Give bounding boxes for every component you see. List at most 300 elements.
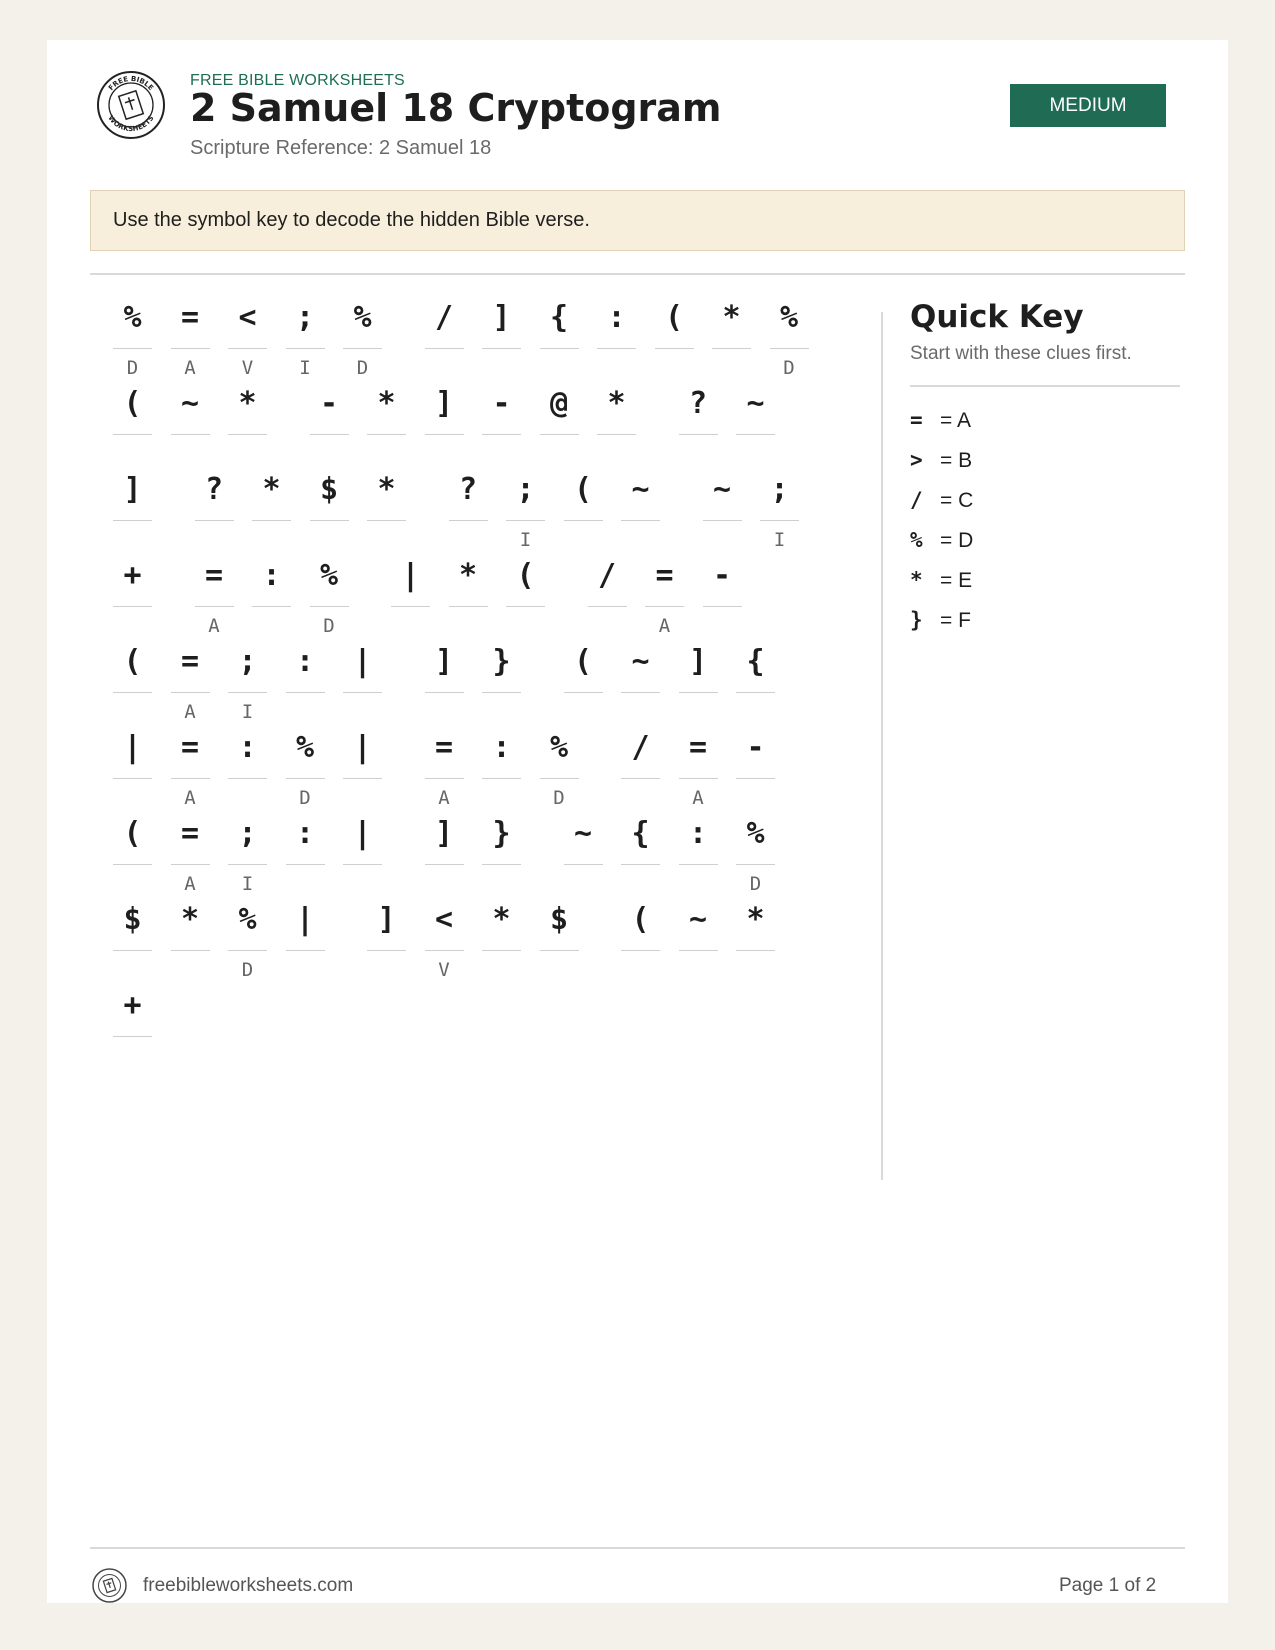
answer-line (736, 434, 775, 435)
cipher-symbol: ? (688, 386, 708, 421)
cipher-cell[interactable] (540, 900, 579, 981)
cipher-symbol: * (377, 472, 396, 507)
hint-letter (621, 787, 660, 809)
hint-letter (367, 959, 406, 981)
cipher-symbol: } (492, 816, 511, 851)
hint-letter: A (438, 787, 450, 809)
cipher-cell[interactable] (679, 728, 718, 809)
hint-letter (228, 787, 267, 809)
cipher-cell[interactable] (228, 814, 267, 895)
hint-letter (425, 443, 464, 465)
hint-letter (679, 443, 718, 465)
hint-letter (540, 959, 579, 981)
answer-line (171, 864, 210, 865)
cipher-cell[interactable] (228, 900, 267, 981)
cipher-cell[interactable] (286, 814, 325, 895)
cipher-symbol: | (295, 902, 315, 937)
cipher-symbol: ( (573, 472, 593, 507)
cipher-cell[interactable] (449, 556, 488, 637)
logo-text-top: FREE BIBLE (107, 74, 155, 93)
quick-key-title: Quick Key (910, 299, 1084, 335)
hint-letter (113, 1045, 152, 1067)
cipher-cell[interactable] (482, 384, 521, 465)
cipher-symbol: - (492, 386, 511, 421)
cipher-cell[interactable] (425, 900, 464, 981)
cipher-symbol: | (353, 644, 372, 679)
cipher-cell[interactable] (679, 900, 718, 981)
cipher-symbol: = (204, 558, 224, 593)
cipher-cell[interactable] (679, 642, 718, 723)
cryptogram-grid (47, 40, 887, 1200)
hint-letter (113, 701, 152, 723)
cipher-symbol: = (180, 816, 200, 851)
cipher-cell[interactable] (712, 298, 751, 379)
quick-key-value: = C (940, 489, 974, 512)
cipher-cell[interactable] (425, 814, 464, 895)
cipher-cell[interactable] (482, 642, 521, 723)
answer-line (343, 778, 382, 779)
cipher-cell[interactable] (588, 556, 627, 637)
cipher-symbol: * (238, 386, 257, 421)
hint-letter (449, 529, 488, 551)
quick-key-symbol: / (910, 488, 923, 512)
hint-letter (310, 529, 349, 551)
cipher-symbol: : (295, 644, 315, 679)
cipher-cell[interactable] (482, 728, 521, 809)
answer-line (113, 864, 152, 865)
cipher-cell[interactable] (252, 556, 291, 637)
cipher-cell[interactable] (171, 384, 210, 465)
cipher-cell[interactable] (195, 556, 234, 637)
cipher-cell[interactable] (736, 900, 775, 981)
answer-line (113, 434, 152, 435)
cipher-symbol: ( (573, 644, 593, 679)
footer-divider (90, 1547, 1185, 1549)
cipher-symbol: * (180, 902, 200, 937)
quick-key-item (910, 481, 973, 521)
hint-letter (564, 529, 603, 551)
answer-line (621, 692, 660, 693)
answer-line (597, 348, 636, 349)
hint-letter (482, 959, 521, 981)
hint-letter (736, 701, 775, 723)
cipher-symbol: ~ (573, 816, 593, 851)
hint-letter (113, 873, 152, 895)
cipher-symbol: ; (516, 472, 535, 507)
cipher-cell[interactable] (597, 298, 636, 379)
hint-letter (113, 443, 152, 465)
cipher-cell[interactable] (506, 470, 545, 551)
cipher-symbol: { (631, 816, 650, 851)
hint-letter (113, 959, 152, 981)
cipher-cell[interactable] (228, 642, 267, 723)
hint-letter (343, 787, 382, 809)
answer-line (736, 778, 775, 779)
hint-letter: A (184, 701, 196, 723)
answer-line (679, 864, 718, 865)
answer-line (367, 434, 406, 435)
cipher-cell[interactable] (736, 642, 775, 723)
cipher-cell[interactable] (425, 384, 464, 465)
hint-letter (564, 873, 603, 895)
cipher-cell[interactable] (343, 298, 382, 379)
cipher-cell[interactable] (736, 814, 775, 895)
cipher-symbol: < (238, 300, 257, 335)
answer-line (425, 348, 464, 349)
scripture-reference: Scripture Reference: 2 Samuel 18 (190, 137, 492, 159)
cipher-cell[interactable] (655, 298, 694, 379)
cipher-symbol: = (180, 730, 200, 765)
logo-text-bottom: WORKSHEETS (106, 114, 156, 134)
cipher-cell[interactable] (113, 986, 152, 1067)
answer-line (736, 692, 775, 693)
hint-letter (367, 529, 406, 551)
footer-logo-icon (92, 1568, 127, 1603)
answer-line (228, 434, 267, 435)
hint-letter: A (658, 615, 671, 637)
cipher-cell[interactable] (171, 298, 210, 379)
cipher-symbol: ~ (688, 902, 708, 937)
hint-letter: A (184, 357, 196, 379)
answer-line (343, 348, 382, 349)
answer-line (171, 950, 210, 951)
cipher-symbol: = (180, 300, 200, 335)
hint-letter: I (519, 529, 532, 551)
cipher-symbol: ~ (712, 472, 732, 507)
cipher-cell[interactable] (252, 470, 291, 551)
cipher-cell[interactable] (621, 470, 660, 551)
answer-line (367, 520, 406, 521)
answer-line (252, 606, 291, 607)
hint-letter (113, 615, 152, 637)
hint-letter (540, 443, 579, 465)
answer-line (310, 606, 349, 607)
quick-key-item (910, 441, 973, 481)
page-title: 2 Samuel 18 Cryptogram (190, 86, 722, 130)
footer-website: freebibleworksheets.com (143, 1575, 354, 1596)
cipher-cell[interactable] (286, 728, 325, 809)
hint-letter (736, 443, 775, 465)
cipher-cell[interactable] (228, 298, 267, 379)
cipher-symbol: * (607, 386, 626, 421)
answer-line (770, 348, 809, 349)
cipher-cell[interactable] (171, 642, 210, 723)
cipher-symbol: : (238, 730, 257, 765)
cipher-symbol: / (434, 300, 454, 335)
quick-key-value: = D (940, 529, 974, 552)
hint-letter (655, 357, 694, 379)
answer-line (113, 692, 152, 693)
cipher-symbol: $ (123, 902, 142, 937)
hint-letter: D (356, 357, 369, 379)
hint-letter (195, 529, 234, 551)
cipher-symbol: ] (434, 644, 454, 679)
hint-letter: D (299, 787, 311, 809)
cipher-cell[interactable] (228, 384, 267, 465)
cipher-cell[interactable] (679, 384, 718, 465)
answer-line (736, 864, 775, 865)
cipher-cell[interactable] (425, 298, 464, 379)
cipher-symbol: = (655, 558, 674, 593)
cipher-symbol: ~ (631, 644, 650, 679)
hint-letter (621, 873, 660, 895)
quick-key-item (910, 601, 973, 641)
cipher-cell[interactable] (310, 384, 349, 465)
cipher-cell[interactable] (597, 384, 636, 465)
cipher-cell[interactable] (425, 728, 464, 809)
quick-key-item (910, 561, 973, 601)
cipher-cell[interactable] (621, 900, 660, 981)
cipher-cell[interactable] (703, 556, 742, 637)
hint-letter: I (241, 873, 254, 895)
cipher-symbol: | (401, 558, 420, 593)
hint-letter (425, 357, 464, 379)
cipher-symbol: ] (688, 644, 708, 679)
hint-letter: A (692, 787, 704, 809)
cipher-cell[interactable] (113, 556, 152, 637)
quick-key-symbol: % (910, 528, 923, 552)
cipher-symbol: / (631, 730, 650, 765)
cipher-cell[interactable] (113, 900, 152, 981)
difficulty-badge: MEDIUM (1010, 84, 1166, 127)
hint-letter (449, 615, 488, 637)
cipher-cell[interactable] (310, 470, 349, 551)
cipher-cell[interactable] (113, 728, 152, 809)
cipher-symbol: ~ (631, 472, 650, 507)
hint-letter: D (783, 357, 795, 379)
answer-line (286, 348, 325, 349)
cipher-cell[interactable] (679, 814, 718, 895)
hint-letter (736, 959, 775, 981)
cipher-cell[interactable] (343, 728, 382, 809)
cipher-cell[interactable] (540, 728, 579, 809)
cipher-cell[interactable] (621, 814, 660, 895)
cipher-cell[interactable] (113, 298, 152, 379)
cipher-symbol: } (492, 644, 511, 679)
cipher-symbol: ] (492, 300, 511, 335)
cipher-cell[interactable] (343, 814, 382, 895)
cipher-symbol: ] (377, 902, 396, 937)
hint-letter (597, 357, 636, 379)
cipher-cell[interactable] (506, 556, 545, 637)
cipher-symbol: ; (295, 300, 315, 335)
cipher-cell[interactable] (171, 814, 210, 895)
cipher-symbol: : (262, 558, 281, 593)
answer-line (228, 778, 267, 779)
cipher-cell[interactable] (367, 900, 406, 981)
cipher-cell[interactable] (113, 470, 152, 551)
cipher-cell[interactable] (113, 642, 152, 723)
answer-line (621, 778, 660, 779)
quick-key-symbol: } (910, 608, 923, 632)
answer-line (645, 606, 684, 607)
hint-letter (391, 615, 430, 637)
cipher-cell[interactable] (482, 814, 521, 895)
hint-letter (703, 615, 742, 637)
cipher-symbol: : (688, 816, 708, 851)
cipher-cell[interactable] (621, 728, 660, 809)
answer-line (367, 950, 406, 951)
answer-line (425, 950, 464, 951)
answer-line (228, 864, 267, 865)
cipher-symbol: = (180, 644, 200, 679)
hint-letter (171, 443, 210, 465)
cipher-symbol: ~ (746, 386, 765, 421)
cipher-symbol: * (722, 300, 741, 335)
answer-line (621, 520, 660, 521)
cipher-symbol: { (549, 300, 569, 335)
hint-letter: D (749, 873, 762, 895)
answer-line (621, 864, 660, 865)
cipher-symbol: { (746, 644, 765, 679)
cipher-cell[interactable] (367, 384, 406, 465)
answer-line (564, 692, 603, 693)
cipher-symbol: % (319, 558, 339, 593)
cipher-cell[interactable] (645, 556, 684, 637)
cipher-cell[interactable] (286, 900, 325, 981)
cipher-cell[interactable] (736, 384, 775, 465)
cipher-symbol: * (458, 558, 478, 593)
cipher-symbol: | (353, 816, 372, 851)
cipher-cell[interactable] (367, 470, 406, 551)
cipher-cell[interactable] (703, 470, 742, 551)
cipher-cell[interactable] (564, 814, 603, 895)
quick-key-item (910, 401, 973, 441)
answer-line (449, 520, 488, 521)
answer-line (310, 520, 349, 521)
answer-line (228, 348, 267, 349)
hint-letter (228, 443, 267, 465)
cipher-cell[interactable] (425, 642, 464, 723)
hint-letter (621, 959, 660, 981)
answer-line (171, 434, 210, 435)
hint-letter (286, 701, 325, 723)
hint-letter (343, 701, 382, 723)
answer-line (703, 606, 742, 607)
hint-letter (113, 529, 152, 551)
answer-line (228, 692, 267, 693)
cipher-cell[interactable] (621, 642, 660, 723)
hint-letter (171, 959, 210, 981)
hint-letter: I (241, 701, 254, 723)
cipher-cell[interactable] (770, 298, 809, 379)
answer-line (540, 348, 579, 349)
hint-letter: D (553, 787, 565, 809)
answer-line (679, 692, 718, 693)
hint-letter (679, 873, 718, 895)
hint-letter (482, 357, 521, 379)
hint-letter (482, 873, 521, 895)
quick-key-subtitle: Start with these clues first. (910, 343, 1132, 364)
cipher-cell[interactable] (540, 384, 579, 465)
cipher-cell[interactable] (195, 470, 234, 551)
cipher-symbol: ; (770, 472, 789, 507)
answer-line (425, 778, 464, 779)
cipher-cell[interactable] (286, 642, 325, 723)
hint-letter (425, 701, 464, 723)
cipher-symbol: - (712, 558, 732, 593)
cipher-cell[interactable] (482, 900, 521, 981)
cipher-cell[interactable] (171, 728, 210, 809)
cipher-cell[interactable] (113, 814, 152, 895)
quick-key-list (910, 401, 973, 641)
cipher-symbol: ; (238, 816, 257, 851)
cipher-symbol: ] (123, 472, 142, 507)
cipher-symbol: ] (434, 816, 454, 851)
answer-line (679, 434, 718, 435)
hint-letter (482, 443, 521, 465)
answer-line (736, 950, 775, 951)
answer-line (564, 864, 603, 865)
cipher-cell[interactable] (736, 728, 775, 809)
cipher-symbol: ] (434, 386, 454, 421)
cipher-cell[interactable] (564, 642, 603, 723)
cipher-symbol: % (549, 730, 569, 765)
cipher-cell[interactable] (343, 642, 382, 723)
cipher-cell[interactable] (310, 556, 349, 637)
cipher-cell[interactable] (228, 728, 267, 809)
hint-letter (564, 701, 603, 723)
answer-line (343, 692, 382, 693)
cipher-cell[interactable] (391, 556, 430, 637)
answer-line (113, 1036, 152, 1037)
cipher-symbol: ( (123, 644, 142, 679)
answer-line (286, 864, 325, 865)
cipher-symbol: | (123, 730, 142, 765)
answer-line (171, 348, 210, 349)
cipher-cell[interactable] (482, 298, 521, 379)
cipher-symbol: * (377, 386, 396, 421)
hint-letter (679, 959, 718, 981)
quick-key-divider (910, 385, 1180, 387)
column-divider (881, 312, 883, 1180)
cipher-cell[interactable] (760, 470, 799, 551)
cipher-cell[interactable] (564, 470, 603, 551)
hint-letter: I (773, 529, 786, 551)
answer-line (482, 778, 521, 779)
hint-letter (540, 357, 579, 379)
hint-letter (286, 873, 325, 895)
answer-line (195, 606, 234, 607)
hint-letter (310, 443, 349, 465)
quick-key-value: = E (940, 569, 973, 592)
hint-letter (367, 443, 406, 465)
cipher-cell[interactable] (449, 470, 488, 551)
hint-letter (425, 873, 464, 895)
cipher-cell[interactable] (286, 298, 325, 379)
cipher-symbol: ~ (180, 386, 200, 421)
answer-line (113, 950, 152, 951)
answer-line (343, 864, 382, 865)
answer-line (482, 864, 521, 865)
answer-line (482, 434, 521, 435)
hint-letter (712, 357, 751, 379)
page-number: Page 1 of 2 (1059, 1575, 1157, 1596)
quick-key-value: = F (940, 609, 971, 632)
answer-line (540, 778, 579, 779)
cipher-cell[interactable] (113, 384, 152, 465)
cipher-symbol: * (746, 902, 765, 937)
cipher-symbol: ( (123, 386, 142, 421)
hint-letter: A (208, 615, 220, 637)
quick-key-symbol: = (910, 408, 923, 432)
answer-line (425, 864, 464, 865)
cipher-cell[interactable] (540, 298, 579, 379)
cipher-symbol: ( (516, 558, 535, 593)
cipher-cell[interactable] (171, 900, 210, 981)
quick-key-value: = A (940, 409, 971, 432)
cipher-symbol: @ (549, 386, 569, 421)
